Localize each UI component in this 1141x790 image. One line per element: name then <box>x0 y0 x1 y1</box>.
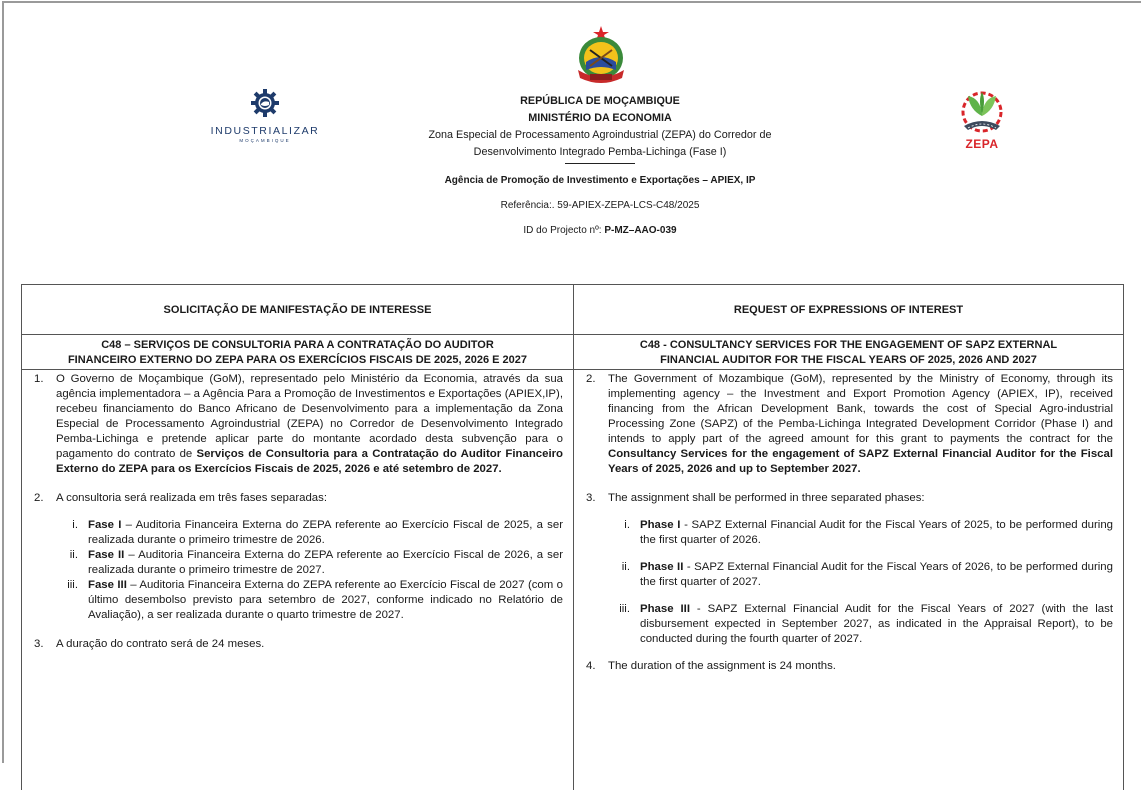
pt-phase-1-label: Fase I <box>88 519 121 531</box>
pt-phase-3-text: – Auditoria Financeira Externa do ZEPA referente ao Exercício Fiscal de 2027 (com o último desembolso previsto para setembro de 2027, conforme indicado no Relatório de Avaliação), a ser realizada durante o quarto trimestre de 2027. <box>88 579 563 621</box>
pt-title-line-2: FINANCEIRO EXTERNO DO ZEPA PARA OS EXERCÍCIOS FISCAIS DE 2025, 2026 E 2027 <box>26 353 569 368</box>
en-paragraph-2 <box>584 491 1113 506</box>
industrializar-logo <box>205 88 325 143</box>
bilingual-notice-table <box>21 284 1124 790</box>
en-phase-3-text: - SAPZ External Financial Audit for the Fiscal Years of 2027 (with the last disbursement expected in September 2027, as indicated in the Appraisal Report), to be conducted during the fourth quarter of 2027. <box>640 603 1113 645</box>
republic-title: REPÚBLICA DE MOÇAMBIQUE <box>380 93 820 110</box>
zone-line-2: Desenvolvimento Integrado Pemba-Lichinga (Fase I) <box>380 144 820 161</box>
en-p1-bold: Consultancy Services for the engagement of SAPZ External Financial Auditor for the Fiscal Years of 2025, 2026 and up to September 2027. <box>608 448 1113 475</box>
pt-phase-2-label: Fase II <box>88 549 124 561</box>
en-p3-text: The duration of the assignment is 24 months. <box>608 659 1113 674</box>
gear-globe-icon <box>250 88 280 118</box>
industrializar-brand-text: INDUSTRIALIZAR <box>205 125 325 137</box>
pt-phase-2-text: – Auditoria Financeira Externa do ZEPA referente ao Exercício Fiscal de 2026, a ser realizada durante o primeiro trimestre de 2027. <box>88 549 563 576</box>
pt-title <box>22 335 574 370</box>
reference-value: 59-APIEX-ZEPA-LCS-C48/2025 <box>557 200 699 211</box>
pt-phase-1-text: – Auditoria Financeira Externa do ZEPA referente ao Exercício Fiscal de 2025, a ser realizada durante o primeiro trimestre de 2026. <box>88 519 563 546</box>
en-phase-1 <box>584 518 1113 548</box>
en-phase-2-text: - SAPZ External Financial Audit for the Fiscal Years of 2026, to be performed during the first quarter of 2027. <box>640 561 1113 588</box>
pt-phase-2 <box>32 548 563 578</box>
pt-p1-text: O Governo de Moçambique (GoM), representado pelo Ministério da Economia, através da sua agência implementadora – a Agência Para a Promoção de Investimentos e Exportações (APIEX,IP), recebeu financiamento do Banco Africano de Desenvolvimento para a implementação da Zona Especial de Processamento Agroindustrial (ZEPA) no Corredor de Desenvolvimento Integrado Pemba-Lichinga e pretende aplicar parte do montante acordado desta subvenção para o pagamento do contrato de <box>56 373 563 460</box>
header-divider <box>565 163 635 164</box>
en-phase-2 <box>584 560 1113 590</box>
en-body <box>574 370 1124 790</box>
en-paragraph-1 <box>584 372 1113 477</box>
reference-label: Referência:. <box>501 200 555 211</box>
industrializar-sub-text: MOÇAMBIQUE <box>205 138 325 143</box>
pt-p2-text: A consultoria será realizada em três fases separadas: <box>56 491 563 506</box>
pt-paragraph-1 <box>32 372 563 477</box>
mozambique-coat-of-arms-icon <box>572 24 630 88</box>
en-heading: REQUEST OF EXPRESSIONS OF INTEREST <box>574 285 1124 335</box>
en-phase-1-label: Phase I <box>640 519 680 531</box>
pt-phase-2-roman: ii. <box>50 548 88 578</box>
en-title <box>574 335 1124 370</box>
en-p2-text: The assignment shall be performed in three separated phases: <box>608 491 1113 506</box>
pt-body <box>22 370 574 790</box>
pt-p2-number: 2. <box>32 491 56 506</box>
pt-p1-bold: Serviços de Consultoria para a Contratação do Auditor Financeiro Externo do ZEPA para os Exercícios Fiscais de 2025, 2026 e até setembro de 2027. <box>56 448 563 475</box>
pt-phase-3-label: Fase III <box>88 579 127 591</box>
pt-phase-3 <box>32 578 563 623</box>
en-paragraph-3 <box>584 659 1113 674</box>
project-id-value: P-MZ–AAO-039 <box>604 225 676 236</box>
en-phase-3-label: Phase III <box>640 603 690 615</box>
zepa-brand-text: ZEPA <box>952 137 1012 151</box>
pt-heading: SOLICITAÇÃO DE MANIFESTAÇÃO DE INTERESSE <box>22 285 574 335</box>
en-p1-text: The Government of Mozambique (GoM), represented by the Ministry of Economy, through its implementing agency – the Investment and Export Promotion Agency (APIEX, IP), received financing from the African Development Bank, towards the cost of Special Agro-industrial Processing Zone (SAPZ) of the Pemba-Lichinga Integrated Development Corridor (Phase I) and intends to apply part of the agreed amount for this grant to payments the contract for the <box>608 373 1113 445</box>
project-id-label: ID do Projecto nº: <box>523 225 601 236</box>
en-p2-number: 3. <box>584 491 608 506</box>
pt-p3-text: A duração do contrato será de 24 meses. <box>56 637 563 652</box>
en-phase-1-roman: i. <box>602 518 640 548</box>
pt-phase-1-roman: i. <box>50 518 88 548</box>
pt-paragraph-2 <box>32 491 563 506</box>
en-phase-2-label: Phase II <box>640 561 683 573</box>
document-header <box>380 93 820 239</box>
en-phase-3-roman: iii. <box>602 602 640 647</box>
en-p1-number: 2. <box>584 372 608 477</box>
en-phase-3 <box>584 602 1113 647</box>
zone-line-1: Zona Especial de Processamento Agroindustrial (ZEPA) do Corredor de <box>380 127 820 144</box>
pt-p3-number: 3. <box>32 637 56 652</box>
agency-title: Agência de Promoção de Investimento e Exportações – APIEX, IP <box>380 172 820 189</box>
pt-phase-1 <box>32 518 563 548</box>
pt-paragraph-3 <box>32 637 563 652</box>
en-title-line-1: C48 - CONSULTANCY SERVICES FOR THE ENGAGEMENT OF SAPZ EXTERNAL <box>578 338 1119 353</box>
project-id-line <box>380 222 820 239</box>
ministry-title: MINISTÉRIO DA ECONOMIA <box>380 110 820 127</box>
en-title-line-2: FINANCIAL AUDITOR FOR THE FISCAL YEARS OF 2025, 2026 AND 2027 <box>578 353 1119 368</box>
pt-p1-number: 1. <box>32 372 56 477</box>
en-phase-2-roman: ii. <box>602 560 640 590</box>
gear-leaf-road-icon <box>954 86 1010 136</box>
reference-line <box>380 197 820 214</box>
pt-title-line-1: C48 – SERVIÇOS DE CONSULTORIA PARA A CONTRATAÇÃO DO AUDITOR <box>26 338 569 353</box>
en-p3-number: 4. <box>584 659 608 674</box>
en-phase-1-text: - SAPZ External Financial Audit for the Fiscal Years of 2025, to be performed during the first quarter of 2026. <box>640 519 1113 546</box>
pt-phase-3-roman: iii. <box>50 578 88 623</box>
zepa-logo <box>952 86 1012 156</box>
